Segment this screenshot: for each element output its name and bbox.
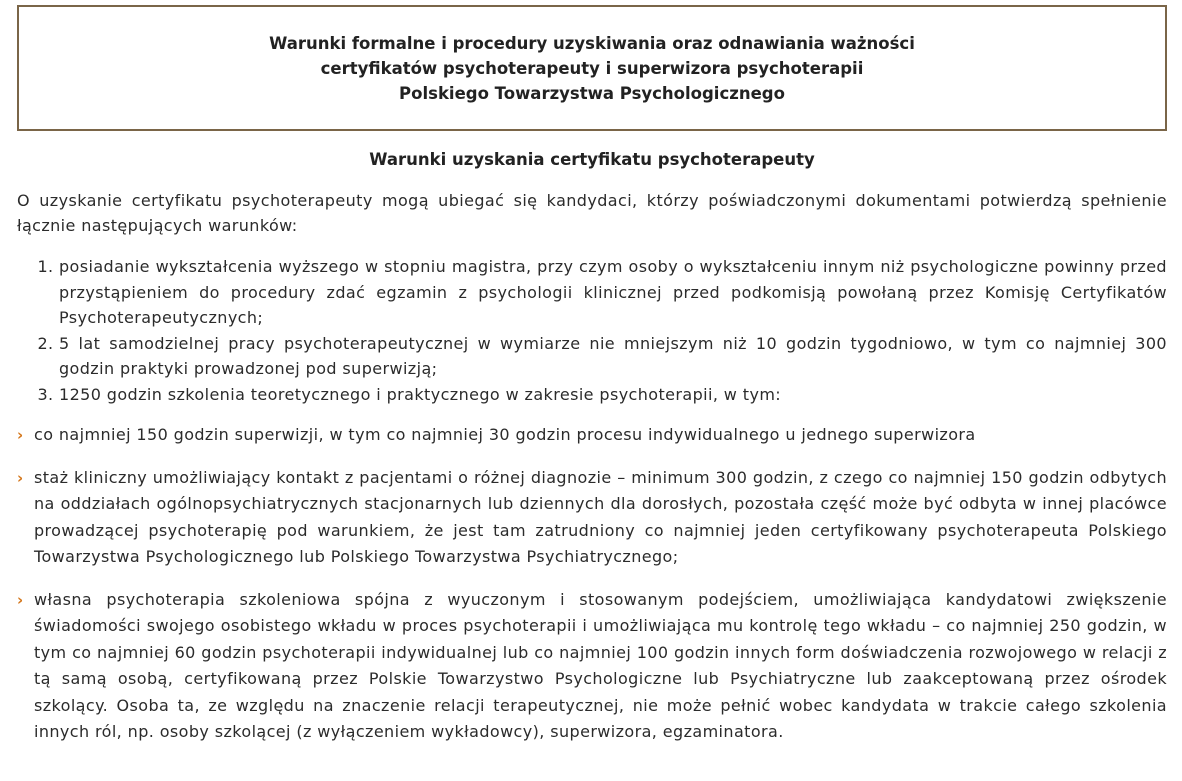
intro-paragraph: O uzyskanie certyfikatu psychoterapeuty mogą ubiegać się kandydaci, którzy poświadczonymi dokumentami potwierdzą spełnienie łącznie następujących warunków:	[17, 191, 1167, 235]
chevron-right-icon: ›	[17, 590, 24, 609]
training-requirement-text: co najmniej 150 godzin superwizji, w tym co najmniej 30 godzin procesu indywidualnego u jednego superwizora	[34, 425, 976, 444]
conditions-list-item: 1. posiadanie wykształcenia wyższego w stopniu magistra, przy czym osoby o wykształceniu innym niż psychologiczne powinny przed przystąpieniem do procedury zdać egzamin z psychologii klinicznej przed podkomisją powołaną przez Komisję Certyfikatów Psychoterapeutycznych;	[59, 254, 1167, 331]
document-page	[17, 5, 1167, 762]
chevron-right-icon: ›	[17, 426, 24, 444]
section-heading: Warunki uzyskania certyfikatu psychoterapeuty	[369, 150, 815, 169]
conditions-list-item: 2. 5 lat samodzielnej pracy psychoterapeutycznej w wymiarze nie mniejszym niż 10 godzin tygodniowo, w tym co najmniej 300 godzin praktyki prowadzonej pod superwizją;	[59, 331, 1167, 382]
document-title-line-3: Polskiego Towarzystwa Psychologicznego	[399, 83, 785, 103]
training-requirement-item	[17, 465, 1167, 571]
training-requirement-text: własna psychoterapia szkoleniowa spójna z wyuczonym i stosowanym podejściem, umożliwiająca kandydatowi zwiększenie świadomości swojego osobistego wkładu w proces psychoterapii i umożliwiająca mu kontrolę tego wkładu – co najmniej 250 godzin, w tym co najmniej 60 godzin psychoterapii indywidualnej lub co najmniej 100 godzin innych form doświadczenia rozwojowego w relacji z tą samą osobą, certyfikowaną przez Polskie Towarzystwo Psychologiczne lub Psychiatryczne lub zaakceptowaną przez ośrodek szkolący. Osoba ta, ze względu na znaczenie relacji terapeutycznej, nie może pełnić wobec kandydata w trakcie całego szkolenia innych ról, np. osoby szkolącej (z wyłączeniem wykładowcy), superwizora, egzaminatora.	[34, 589, 1167, 741]
training-requirement-text: staż kliniczny umożliwiający kontakt z pacjentami o różnej diagnozie – minimum 300 godzin, z czego co najmniej 150 godzin odbytych na oddziałach ogólnopsychiatrycznych stacjonarnych lub dziennych dla dorosłych, pozostała część może być odbyta w innej placówce prowadzącej psychoterapię pod warunkiem, że jest tam zatrudniony co najmniej jeden certyfikowany psychoterapeuta Polskiego Towarzystwa Psychologicznego lub Polskiego Towarzystwa Psychiatrycznego;	[34, 467, 1167, 566]
chevron-right-icon: ›	[17, 468, 24, 487]
conditions-list-item: 3. 1250 godzin szkolenia teoretycznego i praktycznego w zakresie psychoterapii, w tym:	[59, 382, 1167, 408]
conditions-list	[17, 254, 1167, 407]
training-requirement-item	[17, 587, 1167, 746]
document-title-box	[17, 5, 1167, 131]
training-requirements-list	[17, 422, 1167, 746]
document-title-line-1: Warunki formalne i procedury uzyskiwania oraz odnawiania ważności	[269, 33, 915, 53]
training-requirement-item	[17, 422, 1167, 449]
document-title-line-2: certyfikatów psychoterapeuty i superwizora psychoterapii	[320, 58, 864, 78]
